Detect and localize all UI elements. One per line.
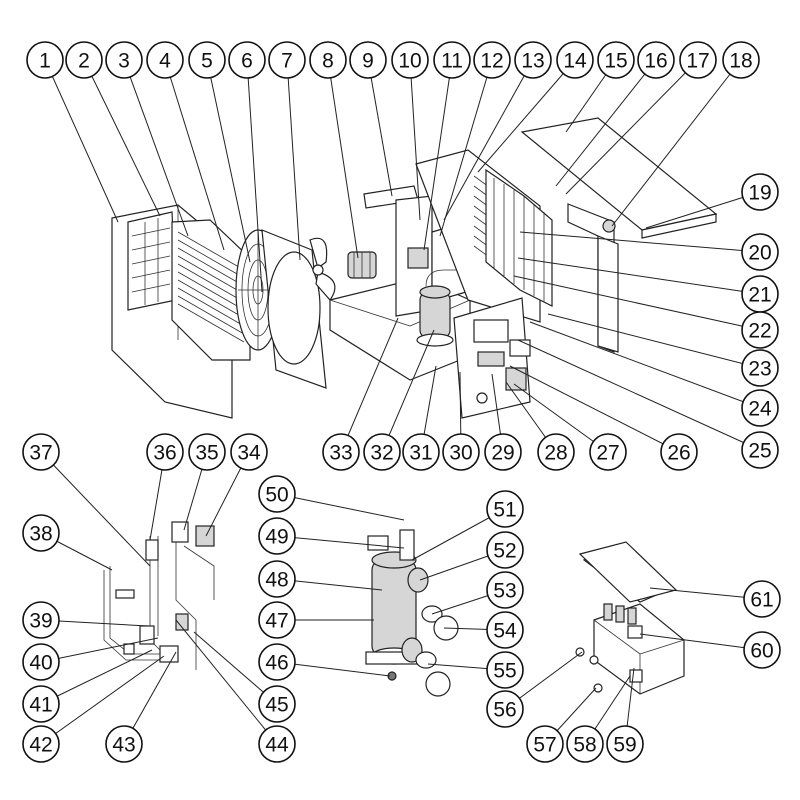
- callout-number: 43: [112, 733, 136, 757]
- callout-26: [661, 434, 697, 470]
- leader-line-7: [287, 60, 300, 260]
- leader-line-50: [277, 494, 404, 520]
- callout-39: [23, 602, 59, 638]
- callout-number: 39: [29, 609, 53, 633]
- callout-20: [742, 234, 778, 270]
- callout-36: [147, 434, 183, 470]
- callout-10: [392, 42, 428, 78]
- callout-number: 48: [265, 568, 289, 592]
- callout-number: 21: [748, 283, 772, 307]
- callout-number: 2: [78, 49, 90, 73]
- leader-line-42: [41, 656, 164, 744]
- callout-8: [310, 42, 346, 78]
- leader-line-9: [368, 60, 392, 196]
- callout-7: [269, 42, 305, 78]
- leader-line-37: [41, 452, 150, 566]
- callout-34: [231, 434, 267, 470]
- callout-54: [487, 612, 523, 648]
- callout-number: 24: [748, 397, 772, 421]
- callout-number: 53: [493, 579, 517, 603]
- callout-1: [27, 42, 63, 78]
- callout-number: 28: [544, 441, 568, 465]
- callout-number: 36: [153, 441, 177, 465]
- callout-31: [403, 434, 439, 470]
- callout-51: [487, 491, 523, 527]
- callout-35: [189, 434, 225, 470]
- callout-38: [23, 515, 59, 551]
- callout-number: 25: [748, 439, 772, 463]
- callout-47: [259, 602, 295, 638]
- leader-line-24: [530, 322, 760, 408]
- callout-48: [259, 561, 295, 597]
- callout-42: [23, 726, 59, 762]
- leader-line-2: [84, 60, 160, 216]
- callout-number: 46: [265, 651, 289, 675]
- leader-line-8: [328, 60, 358, 258]
- callout-15: [598, 42, 634, 78]
- callout-number: 54: [493, 619, 517, 643]
- callout-number: 8: [322, 49, 334, 73]
- callout-6: [229, 42, 265, 78]
- callout-11: [434, 42, 470, 78]
- callout-number: 15: [604, 49, 628, 73]
- callout-number: 41: [29, 693, 53, 717]
- callout-number: 1: [39, 49, 51, 73]
- callout-22: [742, 312, 778, 348]
- leader-line-44: [176, 620, 277, 744]
- callout-4: [147, 42, 183, 78]
- callout-number: 51: [493, 498, 517, 522]
- callout-52: [487, 532, 523, 568]
- callout-60: [744, 632, 780, 668]
- callout-29: [485, 434, 521, 470]
- callout-number: 11: [441, 49, 463, 73]
- callout-17: [680, 42, 716, 78]
- callout-number: 45: [265, 693, 289, 717]
- callout-59: [607, 726, 643, 762]
- callout-32: [364, 434, 400, 470]
- callout-number: 31: [409, 441, 433, 465]
- callout-19: [742, 174, 778, 210]
- callout-number: 47: [265, 609, 289, 633]
- callout-57: [527, 726, 563, 762]
- callout-44: [259, 726, 295, 762]
- leader-line-20: [520, 232, 760, 252]
- callout-number: 22: [748, 319, 772, 343]
- callout-3: [106, 42, 142, 78]
- callout-number: 49: [265, 525, 289, 549]
- heat-exchanger: [366, 530, 458, 696]
- callout-18: [723, 42, 759, 78]
- callout-number: 5: [201, 49, 213, 73]
- callout-25: [742, 432, 778, 468]
- callout-number: 56: [493, 698, 517, 722]
- callout-58: [567, 726, 603, 762]
- fan-motor: [348, 252, 376, 278]
- callout-14: [557, 42, 593, 78]
- callout-27: [590, 434, 626, 470]
- callout-61: [744, 581, 780, 617]
- callout-number: 50: [265, 483, 289, 507]
- callout-16: [638, 42, 674, 78]
- callout-number: 6: [241, 49, 253, 73]
- callout-number: 59: [613, 733, 637, 757]
- callout-number: 58: [573, 733, 597, 757]
- callout-number: 33: [329, 441, 353, 465]
- callout-50: [259, 476, 295, 512]
- callout-number: 30: [449, 441, 473, 465]
- callout-number: 35: [195, 441, 219, 465]
- callout-number: 3: [118, 49, 130, 73]
- callout-number: 27: [596, 441, 620, 465]
- leader-line-1: [45, 60, 118, 222]
- callout-number: 55: [493, 659, 517, 683]
- callout-21: [742, 276, 778, 312]
- callout-33: [323, 434, 359, 470]
- callout-number: 44: [265, 733, 289, 757]
- electric-box-lid: [580, 542, 676, 602]
- callout-number: 18: [729, 49, 753, 73]
- callout-30: [443, 434, 479, 470]
- callout-28: [538, 434, 574, 470]
- callout-number: 19: [748, 181, 772, 205]
- callout-number: 12: [480, 49, 504, 73]
- callout-number: 38: [29, 522, 53, 546]
- callout-number: 16: [644, 49, 668, 73]
- callout-2: [66, 42, 102, 78]
- callout-number: 40: [29, 651, 53, 675]
- callout-23: [742, 350, 778, 386]
- callout-number: 32: [370, 441, 394, 465]
- callout-number: 52: [493, 539, 517, 563]
- callout-43: [106, 726, 142, 762]
- callout-40: [23, 644, 59, 680]
- callout-9: [350, 42, 386, 78]
- refrigerant-piping: [104, 522, 214, 670]
- callout-56: [487, 691, 523, 727]
- callout-number: 26: [667, 441, 691, 465]
- callout-12: [474, 42, 510, 78]
- callout-5: [189, 42, 225, 78]
- callout-46: [259, 644, 295, 680]
- callout-13: [515, 42, 551, 78]
- callout-37: [23, 434, 59, 470]
- callout-number: 29: [491, 441, 515, 465]
- parts-drawing: [104, 118, 716, 696]
- callout-number: 20: [748, 241, 772, 265]
- callout-number: 7: [281, 49, 293, 73]
- callout-53: [487, 572, 523, 608]
- callout-number: 57: [533, 733, 557, 757]
- callout-24: [742, 390, 778, 426]
- callout-number: 42: [29, 733, 53, 757]
- callout-45: [259, 686, 295, 722]
- leader-line-21: [518, 258, 760, 294]
- callout-number: 34: [237, 441, 261, 465]
- callout-number: 61: [750, 588, 774, 612]
- callout-number: 60: [750, 639, 774, 663]
- callout-number: 10: [398, 49, 422, 73]
- callout-number: 23: [748, 357, 772, 381]
- callout-number: 9: [362, 49, 374, 73]
- callout-number: 37: [29, 441, 53, 465]
- callout-number: 14: [563, 49, 587, 73]
- callout-55: [487, 652, 523, 688]
- callout-number: 13: [521, 49, 545, 73]
- callout-number: 17: [686, 49, 710, 73]
- callout-49: [259, 518, 295, 554]
- callout-number: 4: [159, 49, 171, 73]
- callout-41: [23, 686, 59, 722]
